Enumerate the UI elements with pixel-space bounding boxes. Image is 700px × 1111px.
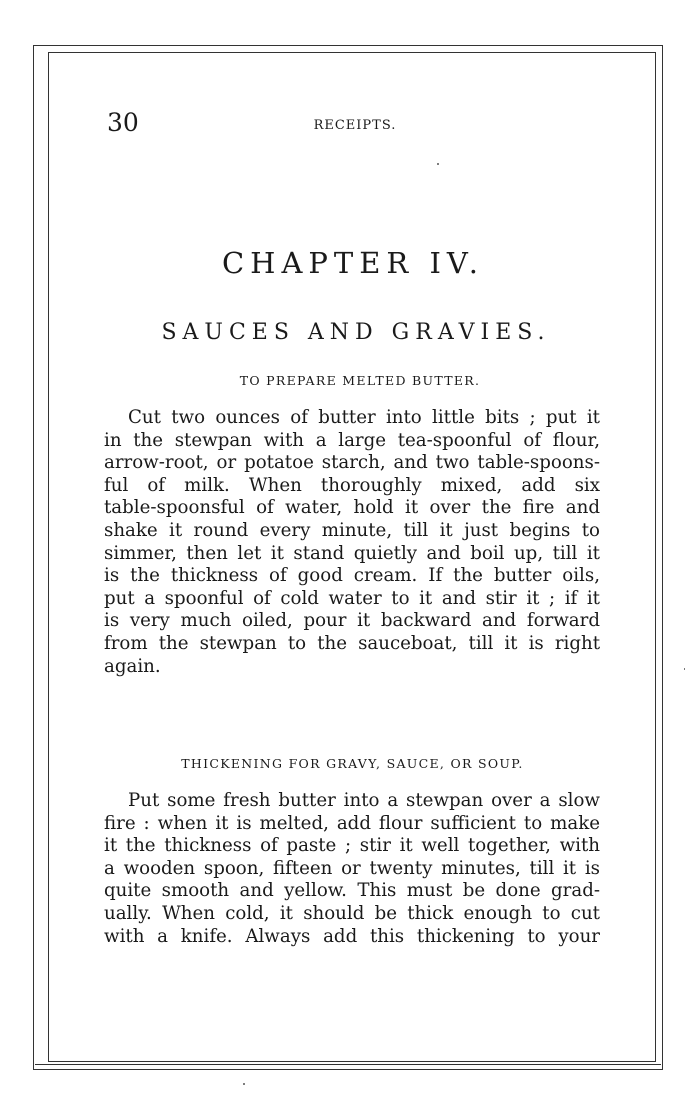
ink-speck xyxy=(243,1083,245,1085)
text-line: in the stewpan with a large tea-spoonful of flour, xyxy=(104,429,600,451)
page-number: 30 xyxy=(107,108,139,137)
text-line: is very much oiled, pour it backward and forward xyxy=(104,610,600,632)
text-line: Cut two ounces of butter into little bits ; put it xyxy=(128,407,600,428)
text-line: from the stewpan to the sauceboat, till it is right xyxy=(104,632,600,654)
text-line: it the thickness of paste ; stir it well together, with xyxy=(104,835,600,857)
text-line: a wooden spoon, fifteen or twenty minutes, till it is xyxy=(104,857,600,879)
text-line: simmer, then let it stand quietly and boil up, till it xyxy=(104,542,600,564)
recipe-heading-melted-butter: TO PREPARE MELTED BUTTER. xyxy=(239,373,481,388)
recipe-body-melted-butter xyxy=(104,407,600,678)
text-line: shake it round every minute, till it just begins to xyxy=(104,519,600,541)
ink-speck xyxy=(437,163,439,165)
running-head: RECEIPTS. xyxy=(313,118,397,133)
text-line: put a spoonful of cold water to it and stir it ; if it xyxy=(104,587,600,609)
text-line: again. xyxy=(104,655,161,677)
section-title: SAUCES AND GRAVIES. xyxy=(161,320,551,345)
text-line: is the thickness of good cream. If the butter oils, xyxy=(104,565,600,587)
chapter-title: CHAPTER IV. xyxy=(221,246,485,280)
text-line: ful of milk. When thoroughly mixed, add six xyxy=(104,474,600,496)
recipe-heading-thickening: THICKENING FOR GRAVY, SAUCE, OR SOUP. xyxy=(181,756,524,771)
text-line: with a knife. Always add this thickening to your xyxy=(104,925,600,947)
text-line: fire : when it is melted, add flour sufficient to make xyxy=(104,812,600,834)
ink-speck xyxy=(684,668,685,670)
text-line: ually. When cold, it should be thick enough to cut xyxy=(104,902,600,924)
text-line: Put some fresh butter into a stewpan over a slow xyxy=(128,790,600,811)
text-line: quite smooth and yellow. This must be done grad- xyxy=(104,880,600,902)
recipe-body-thickening xyxy=(104,790,600,948)
text-line: table-spoonsful of water, hold it over the fire and xyxy=(104,497,600,519)
text-line: arrow-root, or potatoe starch, and two table-spoons- xyxy=(104,452,600,474)
page-border-bottom-rule xyxy=(35,1064,661,1065)
